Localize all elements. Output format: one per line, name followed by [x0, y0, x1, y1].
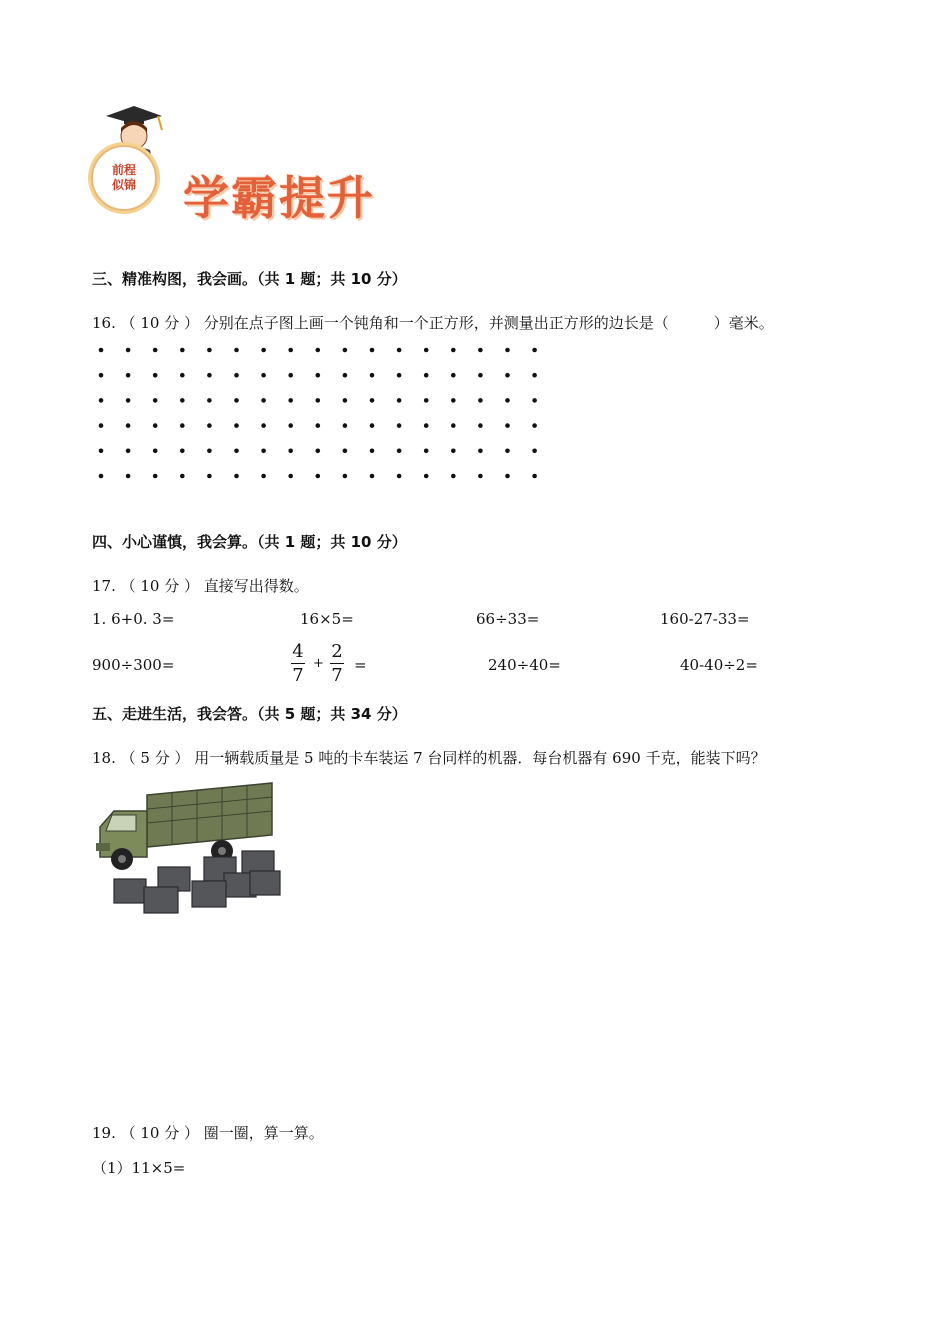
grid-dot[interactable]: [316, 348, 321, 353]
header-banner: [88, 100, 408, 230]
plus-sign: +: [313, 656, 324, 671]
grid-dot[interactable]: [424, 474, 429, 479]
slogan-badge: [91, 145, 157, 211]
question-19: 19. （ 10 分 ） 圈一圈，算一算。: [92, 1124, 324, 1142]
grid-dot[interactable]: [505, 373, 510, 378]
grid-dot[interactable]: [451, 449, 456, 454]
grid-dot[interactable]: [207, 423, 212, 428]
grid-dot[interactable]: [424, 398, 429, 403]
grid-dot[interactable]: [370, 423, 375, 428]
grid-dot[interactable]: [234, 449, 239, 454]
fraction-numerator: 4: [292, 641, 304, 662]
grid-dot[interactable]: [505, 348, 510, 353]
grid-dot[interactable]: [207, 373, 212, 378]
calc-3: 66÷33=: [476, 610, 540, 628]
section-3-heading: 三、精准构图，我会画。（共 1 题；共 10 分）: [92, 270, 407, 288]
calc-4: 160-27-33=: [660, 610, 750, 628]
grid-dot[interactable]: [316, 423, 321, 428]
truck-machines-illustration: [92, 775, 282, 920]
grid-dot[interactable]: [397, 423, 402, 428]
grid-dot[interactable]: [153, 373, 158, 378]
badge-line-2: 似锦: [111, 178, 136, 192]
grid-dot[interactable]: [207, 348, 212, 353]
grid-dot[interactable]: [424, 373, 429, 378]
grid-dot[interactable]: [370, 474, 375, 479]
grid-dot[interactable]: [234, 373, 239, 378]
grid-dot[interactable]: [180, 449, 185, 454]
grid-dot[interactable]: [288, 423, 293, 428]
grid-dot[interactable]: [505, 423, 510, 428]
fraction-bar: [330, 663, 344, 664]
question-17: 17. （ 10 分 ） 直接写出得数。: [92, 577, 309, 595]
grid-dot[interactable]: [343, 398, 348, 403]
grid-dot[interactable]: [207, 398, 212, 403]
grid-dot[interactable]: [153, 423, 158, 428]
grid-dot[interactable]: [451, 398, 456, 403]
grid-dot[interactable]: [370, 449, 375, 454]
grid-dot[interactable]: [370, 348, 375, 353]
calc-5: 900÷300=: [92, 656, 175, 674]
grid-dot[interactable]: [343, 449, 348, 454]
grid-dot[interactable]: [288, 474, 293, 479]
grid-dot[interactable]: [343, 474, 348, 479]
grid-dot[interactable]: [234, 474, 239, 479]
grid-dot[interactable]: [316, 474, 321, 479]
grid-dot[interactable]: [397, 474, 402, 479]
calc-1: 1. 6+0. 3=: [92, 610, 175, 628]
fraction-numerator: 2: [331, 641, 343, 662]
grid-dot[interactable]: [180, 423, 185, 428]
grid-dot[interactable]: [343, 373, 348, 378]
grid-dot[interactable]: [397, 449, 402, 454]
grid-dot[interactable]: [532, 373, 537, 378]
grid-dot[interactable]: [207, 474, 212, 479]
grid-dot[interactable]: [370, 373, 375, 378]
grid-dot[interactable]: [532, 474, 537, 479]
grid-dot[interactable]: [99, 423, 104, 428]
grid-dot[interactable]: [180, 348, 185, 353]
grid-dot[interactable]: [261, 449, 266, 454]
grid-dot[interactable]: [288, 348, 293, 353]
grid-dot[interactable]: [478, 449, 483, 454]
fraction-denominator: 7: [331, 665, 343, 686]
question-16: 16. （ 10 分 ） 分别在点子图上画一个钝角和一个正方形，并测量出正方形的边长是（ ）毫米。: [92, 314, 774, 332]
grid-dot[interactable]: [397, 398, 402, 403]
grid-dot[interactable]: [180, 398, 185, 403]
grid-dot[interactable]: [288, 449, 293, 454]
grid-dot[interactable]: [478, 373, 483, 378]
question-18: 18. （ 5 分 ） 用一辆载质量是 5 吨的卡车装运 7 台同样的机器．每台机器有 690 千克，能装下吗？: [92, 749, 766, 767]
grid-dot[interactable]: [234, 423, 239, 428]
grid-dot[interactable]: [126, 474, 131, 479]
grid-dot[interactable]: [99, 373, 104, 378]
grid-dot[interactable]: [505, 474, 510, 479]
grid-dot[interactable]: [424, 449, 429, 454]
grid-dot[interactable]: [532, 398, 537, 403]
grid-dot[interactable]: [451, 348, 456, 353]
fraction-2-7: [330, 641, 344, 686]
grid-dot[interactable]: [451, 423, 456, 428]
grid-dot[interactable]: [478, 398, 483, 403]
calc-7: 240÷40=: [488, 656, 561, 674]
section-5-heading: 五、走进生活，我会答。（共 5 题；共 34 分）: [92, 705, 407, 723]
grid-dot[interactable]: [207, 449, 212, 454]
equals-sign: =: [354, 656, 367, 674]
grid-dot[interactable]: [261, 474, 266, 479]
grid-dot[interactable]: [451, 373, 456, 378]
grid-dot[interactable]: [261, 373, 266, 378]
grid-dot[interactable]: [505, 398, 510, 403]
grid-dot[interactable]: [99, 449, 104, 454]
grid-dot[interactable]: [153, 474, 158, 479]
fraction-denominator: 7: [292, 665, 304, 686]
grid-dot[interactable]: [126, 348, 131, 353]
question-19-part-1: （1）11×5=: [92, 1159, 186, 1177]
grid-dot[interactable]: [532, 423, 537, 428]
grid-dot[interactable]: [478, 423, 483, 428]
grid-dot[interactable]: [126, 398, 131, 403]
grid-dot[interactable]: [153, 449, 158, 454]
calc-2: 16×5=: [300, 610, 354, 628]
grid-dot[interactable]: [316, 373, 321, 378]
grid-dot[interactable]: [451, 474, 456, 479]
grid-dot[interactable]: [261, 348, 266, 353]
grid-dot[interactable]: [532, 348, 537, 353]
grid-dot[interactable]: [424, 348, 429, 353]
grid-dot[interactable]: [153, 398, 158, 403]
grid-dot[interactable]: [234, 348, 239, 353]
machine-crates-icon: [114, 851, 280, 913]
grid-dot[interactable]: [288, 373, 293, 378]
grid-dot[interactable]: [478, 474, 483, 479]
grid-dot[interactable]: [316, 449, 321, 454]
grid-dot[interactable]: [126, 449, 131, 454]
grid-dot[interactable]: [180, 474, 185, 479]
grid-dot[interactable]: [397, 373, 402, 378]
section-4-heading: 四、小心谨慎，我会算。（共 1 题；共 10 分）: [92, 533, 407, 551]
grid-dot[interactable]: [397, 348, 402, 353]
grid-dot[interactable]: [343, 423, 348, 428]
grid-dot[interactable]: [478, 348, 483, 353]
badge-line-1: 前程: [111, 163, 136, 177]
grid-dot[interactable]: [99, 348, 104, 353]
grid-dot[interactable]: [261, 423, 266, 428]
fraction-4-7: [291, 641, 305, 686]
fraction-bar: [291, 663, 305, 664]
grid-dot[interactable]: [505, 449, 510, 454]
grid-dot[interactable]: [126, 423, 131, 428]
banner-title: 学霸提升: [183, 171, 375, 225]
grid-dot[interactable]: [424, 423, 429, 428]
grid-dot[interactable]: [153, 348, 158, 353]
dot-grid[interactable]: [97, 345, 542, 485]
grid-dot[interactable]: [316, 398, 321, 403]
grid-dot[interactable]: [288, 398, 293, 403]
grid-dot[interactable]: [234, 398, 239, 403]
grid-dot[interactable]: [532, 449, 537, 454]
grid-dot[interactable]: [261, 398, 266, 403]
grid-dot[interactable]: [126, 373, 131, 378]
grid-dot[interactable]: [99, 398, 104, 403]
grid-dot[interactable]: [370, 398, 375, 403]
calc-8: 40-40÷2=: [680, 656, 758, 674]
grid-dot[interactable]: [343, 348, 348, 353]
grid-dot[interactable]: [180, 373, 185, 378]
grid-dot[interactable]: [99, 474, 104, 479]
